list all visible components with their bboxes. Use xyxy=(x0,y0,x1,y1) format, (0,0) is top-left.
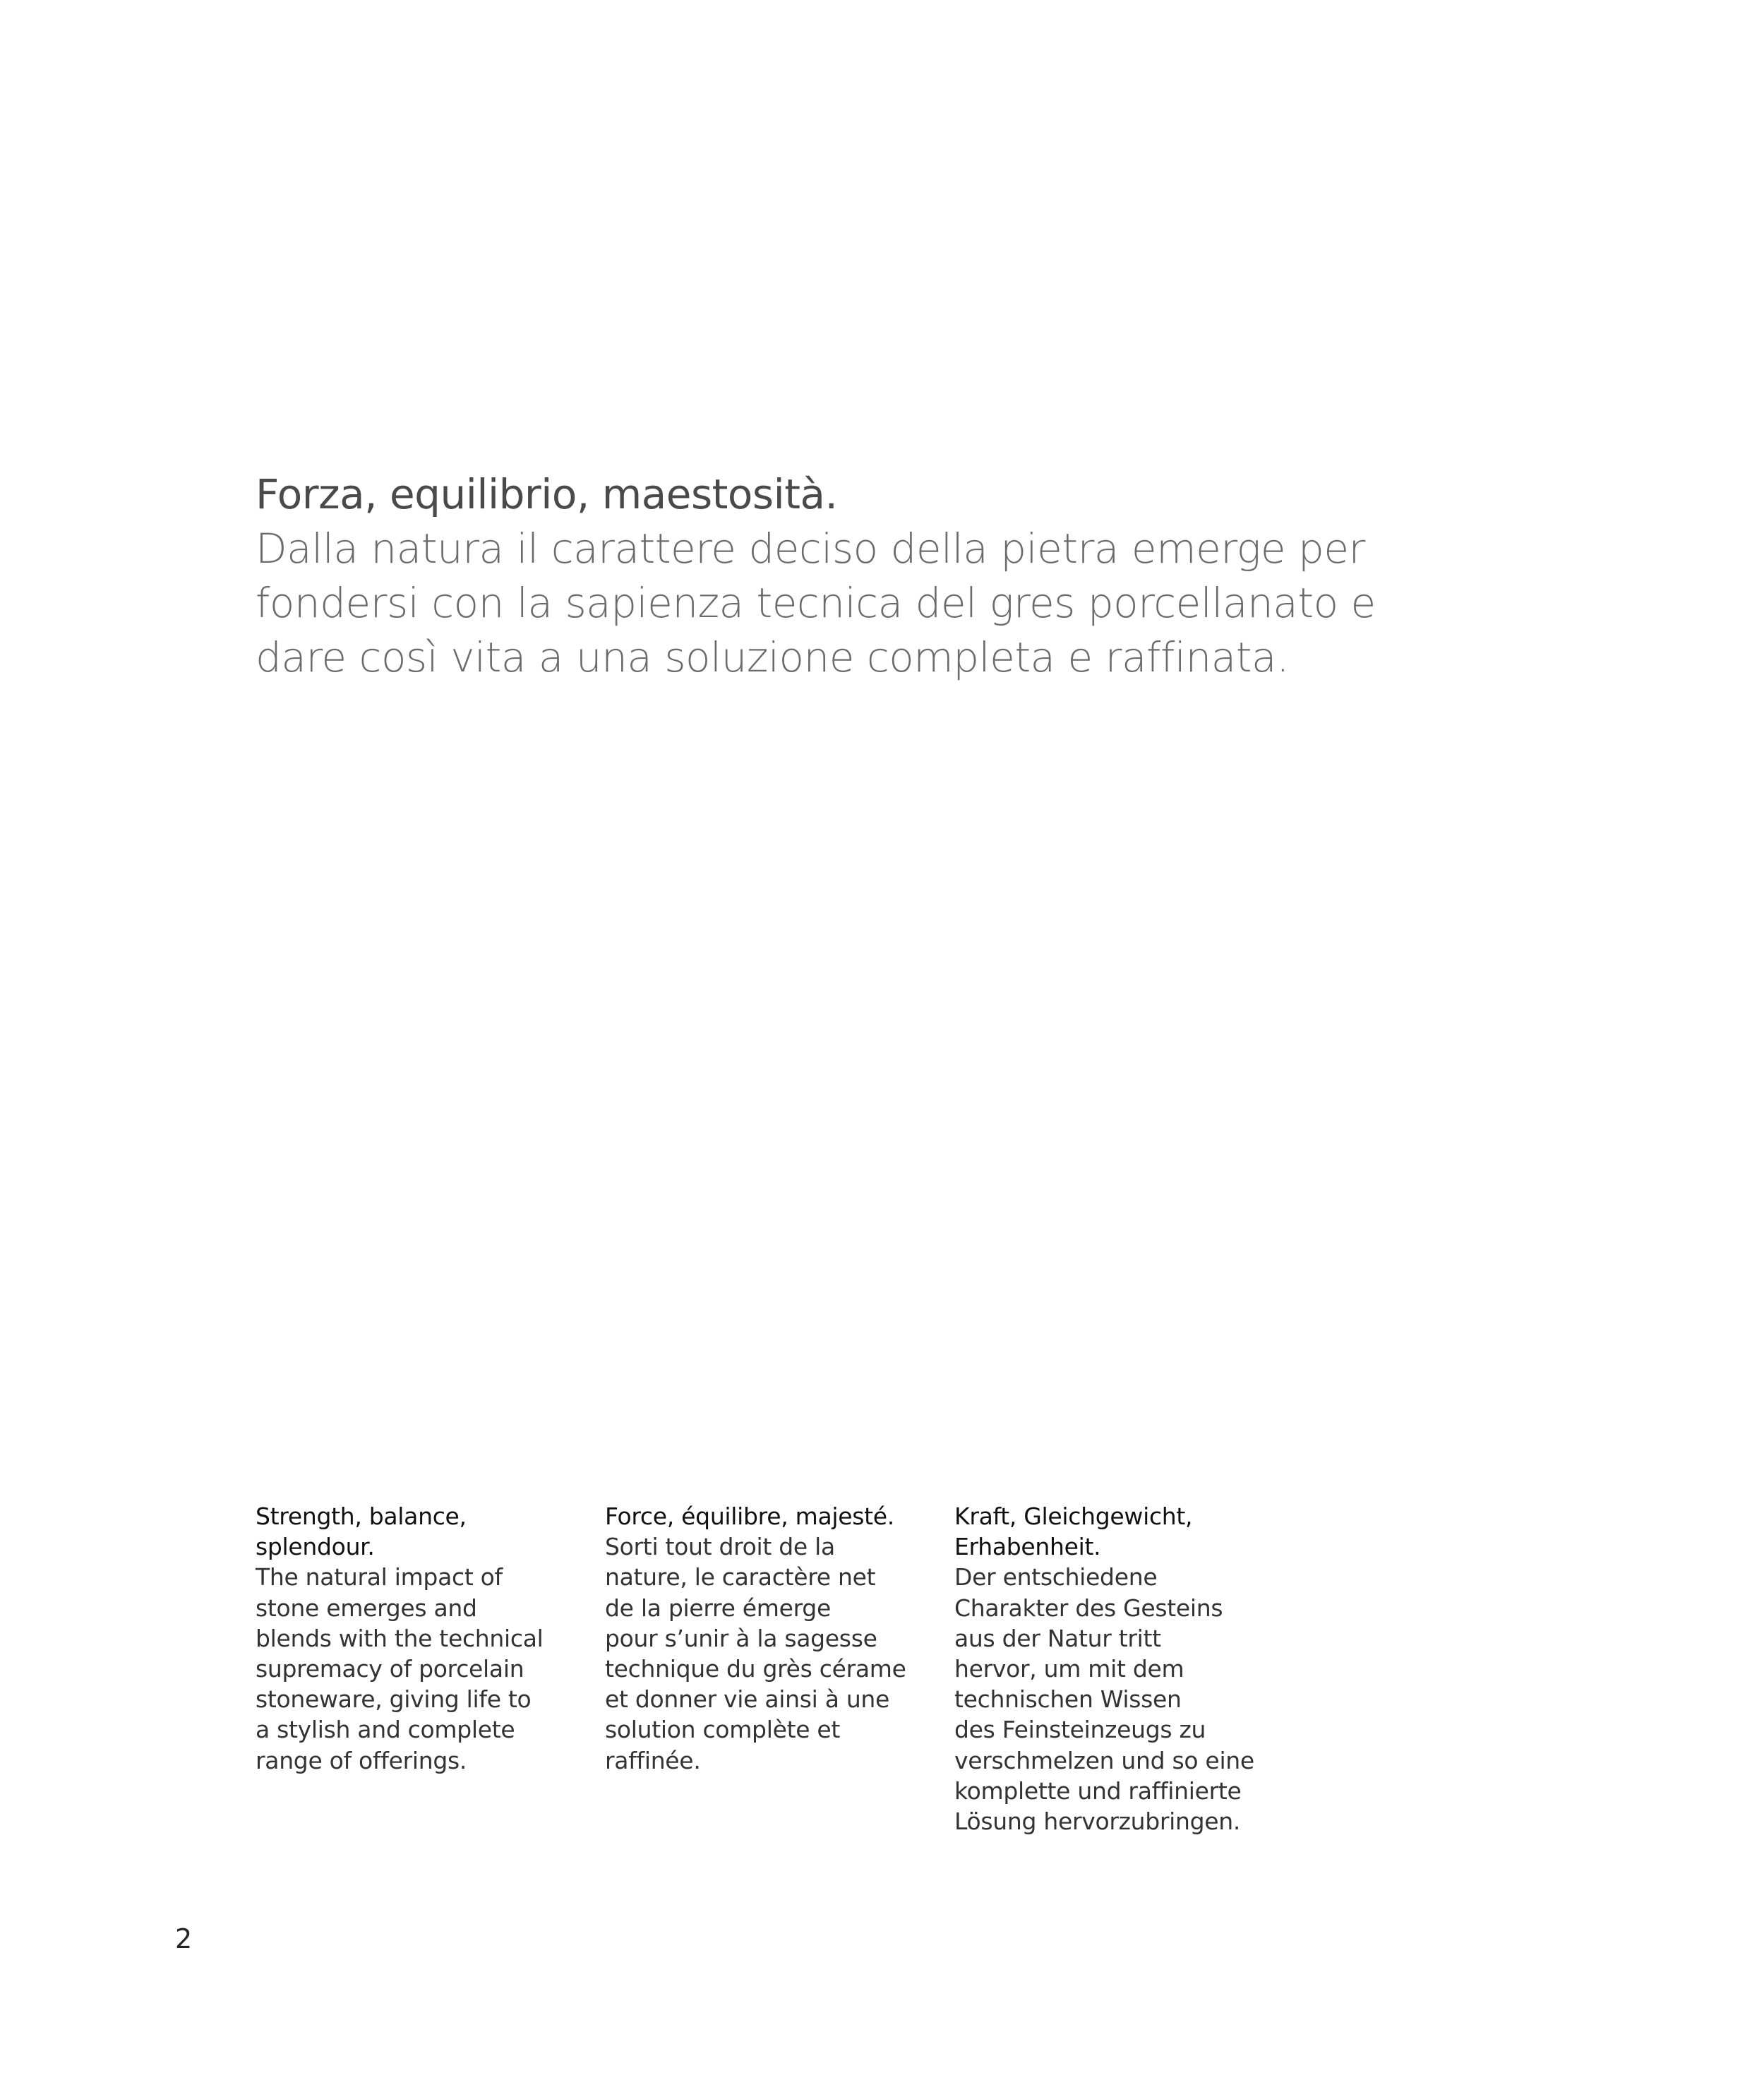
english-column xyxy=(256,1501,544,1776)
intro-block xyxy=(256,467,1526,685)
english-body-line: stone emerges and xyxy=(256,1594,477,1622)
german-body-line: des Feinsteinzeugs zu xyxy=(954,1716,1206,1744)
german-column xyxy=(954,1501,1254,1836)
intro-line: dare così vita a una soluzione completa e raffinata. xyxy=(256,633,1290,681)
intro-headline: Forza, equilibrio, maestosità. xyxy=(256,470,838,518)
german-heading: Kraft, Gleichgewicht, xyxy=(954,1502,1193,1530)
french-column xyxy=(605,1501,906,1776)
french-body-line: technique du grès cérame xyxy=(605,1655,906,1683)
intro-line: Dalla natura il carattere deciso della pietra emerge per xyxy=(256,525,1365,573)
intro-line: fondersi con la sapienza tecnica del gres porcellanato e xyxy=(256,579,1376,627)
english-body-line: range of offerings. xyxy=(256,1746,467,1774)
german-body-line: hervor, um mit dem xyxy=(954,1655,1184,1683)
german-body-line: komplette und raffinierte xyxy=(954,1776,1242,1805)
german-body-line: aus der Natur tritt xyxy=(954,1624,1161,1652)
english-body-line: stoneware, giving life to xyxy=(256,1685,532,1714)
english-heading: Strength, balance, xyxy=(256,1502,467,1530)
english-heading: splendour. xyxy=(256,1533,375,1561)
french-body-line: Sorti tout droit de la xyxy=(605,1533,835,1561)
german-body-line: verschmelzen und so eine xyxy=(954,1746,1254,1774)
english-body-line: blends with the technical xyxy=(256,1624,544,1652)
german-body-line: technischen Wissen xyxy=(954,1685,1182,1714)
english-body-line: The natural impact of xyxy=(256,1563,503,1591)
french-body-line: pour s’unir à la sagesse xyxy=(605,1624,877,1652)
english-body-line: a stylish and complete xyxy=(256,1716,515,1744)
german-body-line: Der entschiedene xyxy=(954,1563,1158,1591)
german-body-line: Lösung hervorzubringen. xyxy=(954,1808,1241,1836)
german-body-line: Charakter des Gesteins xyxy=(954,1594,1223,1622)
french-body-line: et donner vie ainsi à une xyxy=(605,1685,890,1714)
french-body-line: raffinée. xyxy=(605,1746,701,1774)
french-body-line: solution complète et xyxy=(605,1716,841,1744)
english-body-line: supremacy of porcelain xyxy=(256,1655,524,1683)
french-body-line: nature, le caractère net xyxy=(605,1563,876,1591)
german-heading: Erhabenheit. xyxy=(954,1533,1101,1561)
french-body-line: de la pierre émerge xyxy=(605,1594,831,1622)
french-heading: Force, équilibre, majesté. xyxy=(605,1502,894,1530)
page-number: 2 xyxy=(175,1923,193,1954)
